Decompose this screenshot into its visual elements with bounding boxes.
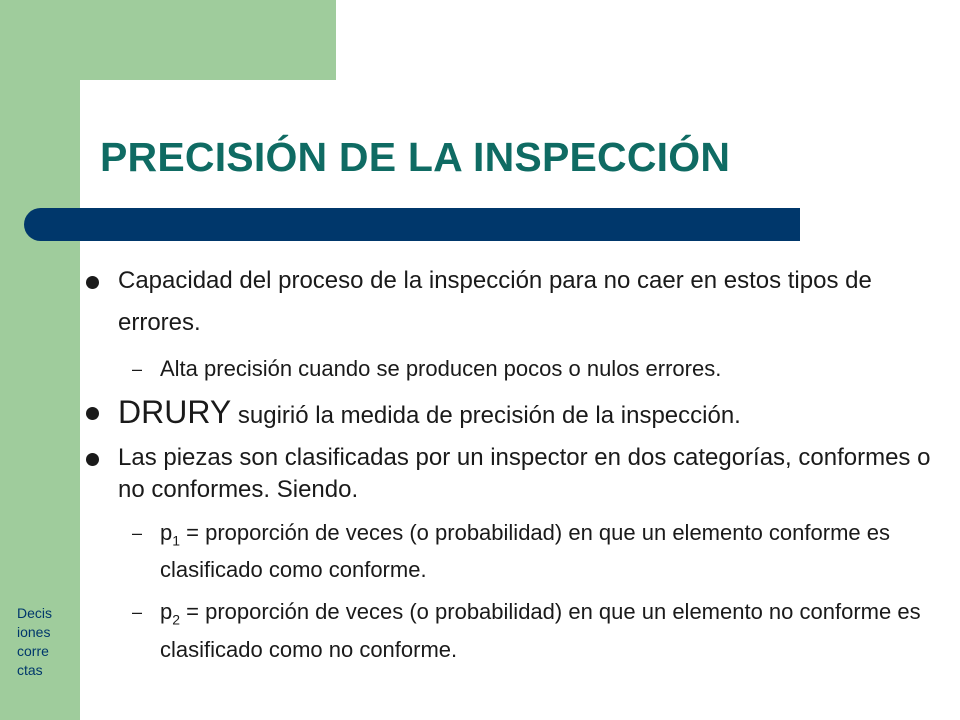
bullet-text: Las piezas son clasificadas por un inspector en dos categorías, conformes o no conformes. Siendo.: [118, 444, 931, 503]
bullet-dot-icon: [86, 453, 99, 466]
top-green-block: [0, 0, 336, 80]
title-underline-bar: [24, 208, 800, 241]
dash-icon: –: [132, 359, 143, 379]
p2-subscript: 2: [172, 611, 181, 628]
bullet-text: sugirió la medida de precisión de la inspección.: [231, 402, 741, 429]
dash-icon: –: [132, 602, 143, 623]
bullet-text: Capacidad del proceso de la inspección para no caer en estos tipos de errores.: [118, 267, 872, 336]
p2-symbol: p: [160, 599, 173, 625]
sub-bullet-text: = proporción de veces (o probabilidad) en que un elemento no conforme es clasificado como no conforme.: [160, 599, 921, 662]
sub-bullet-p2: [80, 597, 940, 664]
slide-title: PRECISIÓN DE LA INSPECCIÓN: [100, 134, 731, 180]
bullet-dot-icon: [86, 276, 99, 289]
slide-content: [80, 260, 940, 665]
sub-bullet-text: = proporción de veces (o probabilidad) en que un elemento conforme es clasificado como conforme.: [160, 520, 890, 583]
bullet-capacidad: [80, 260, 940, 344]
bullet-drury: [80, 396, 940, 432]
bullet-dot-icon: [86, 407, 99, 420]
sub-bullet-p1: [80, 518, 940, 585]
sub-bullet-text: Alta precisión cuando se producen pocos o nulos errores.: [160, 356, 722, 381]
drury-lead: DRURY: [118, 394, 232, 430]
bullet-piezas: [80, 442, 940, 506]
p1-subscript: 1: [172, 532, 181, 549]
side-note: Decis iones corre ctas: [17, 605, 53, 678]
p1-symbol: p: [160, 520, 173, 545]
sub-bullet-alta-precision: [80, 354, 940, 384]
dash-icon: –: [132, 523, 143, 543]
